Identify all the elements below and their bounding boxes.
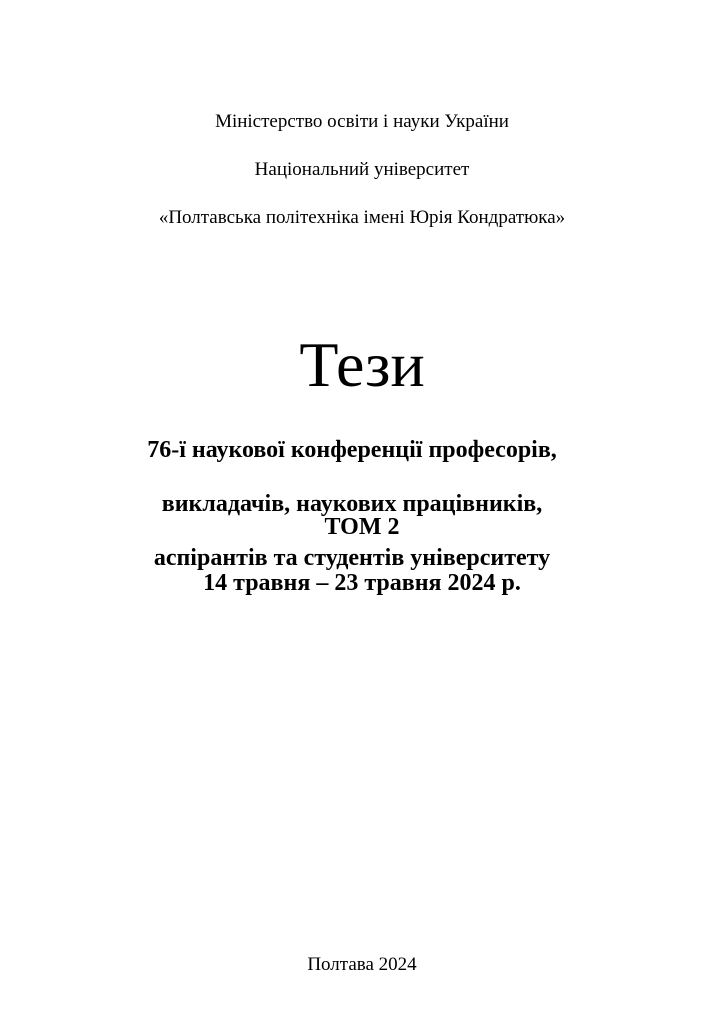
- university-name-line: «Полтавська політехніка імені Юрія Кондратюка»: [158, 207, 566, 228]
- conference-subtitle-line: аспірантів та студентів університету: [153, 545, 551, 571]
- imprint-location-year: Полтава 2024: [307, 954, 417, 975]
- conference-subtitle-line: 76-ї наукової конференції професорів,: [147, 437, 557, 463]
- conference-dates: 14 травня – 23 травня 2024 р.: [203, 570, 521, 596]
- ministry-line: Міністерство освіти і науки України: [215, 111, 509, 132]
- publisher-block: [0, 86, 724, 254]
- conference-subtitle-line: викладачів, наукових працівників,: [161, 491, 543, 517]
- page-title: Тези: [299, 329, 425, 400]
- university-line: Національний університет: [254, 159, 470, 180]
- volume-label: ТОМ 2: [324, 514, 400, 540]
